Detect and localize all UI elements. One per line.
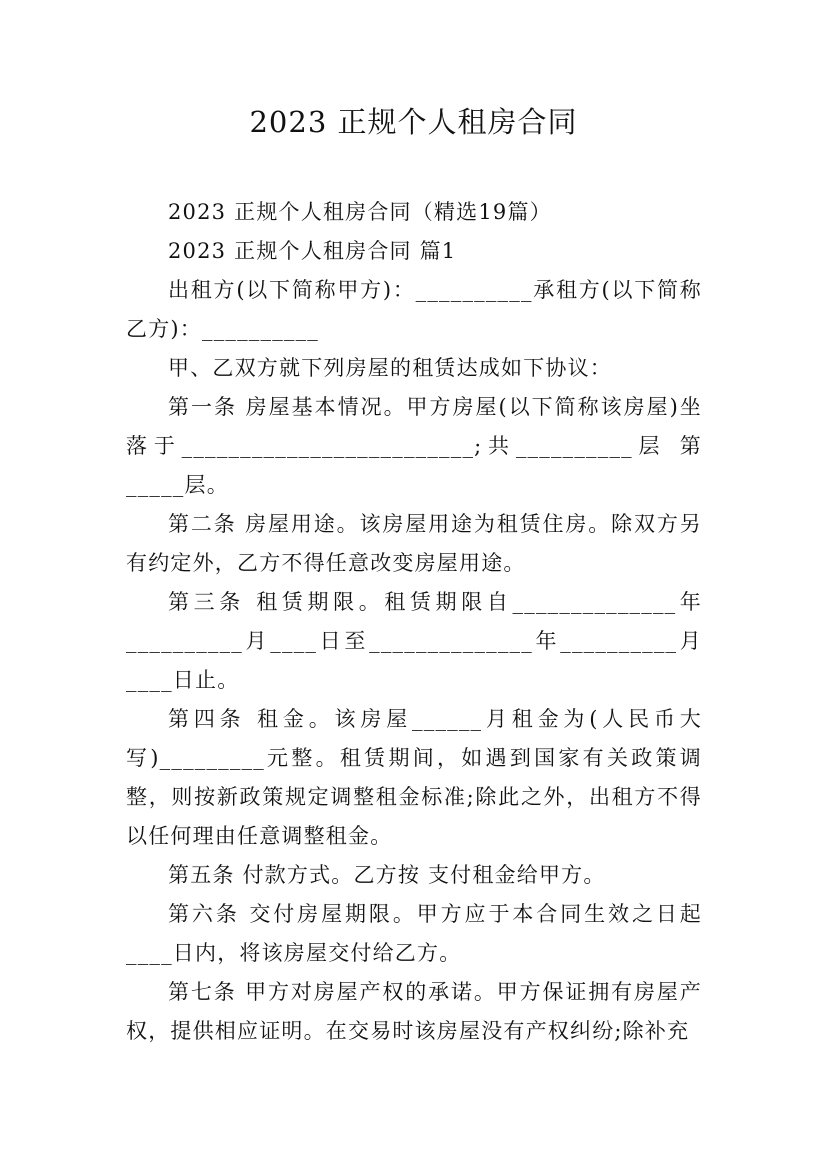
paragraph-article-6: 第六条 交付房屋期限。甲方应于本合同生效之日起____日内，将该房屋交付给乙方。 (126, 902, 702, 965)
paragraph-article-3: 第三条 租赁期限。租赁期限自______________年__________月____日至______________年__________月____日止。 (126, 590, 702, 692)
paragraph-article-7: 第七条 甲方对房屋产权的承诺。甲方保证拥有房屋产权，提供相应证明。在交易时该房屋没有产权纠纷;除补充 (126, 980, 702, 1043)
paragraph-article-4: 第四条 租金。该房屋______月租金为(人民币大写)_________元整。租赁期间，如遇到国家有关政策调整，则按新政策规定调整租金标准;除此之外，出租方不得以任何理由任意调整租金。 (126, 707, 702, 848)
document-title: 2023 正规个人租房合同 (249, 105, 578, 139)
document-body (126, 193, 702, 1051)
paragraph-agreement-intro: 甲、乙双方就下列房屋的租赁达成如下协议： (168, 356, 612, 380)
paragraph-article-1: 第一条 房屋基本情况。甲方房屋(以下简称该房屋)坐落于_________________________;共__________层 第_____层。 (126, 395, 702, 497)
paragraph-subtitle: 2023 正规个人租房合同（精选19篇） (168, 200, 552, 224)
paragraph-article-5: 第五条 付款方式。乙方按 支付租金给甲方。 (168, 863, 606, 887)
paragraph-article-2: 第二条 房屋用途。该房屋用途为租赁住房。除双方另有约定外，乙方不得任意改变房屋用途。 (126, 512, 702, 575)
paragraph-parties: 出租方(以下简称甲方)：__________承租方(以下简称乙方)：__________ (126, 278, 702, 341)
paragraph-section-heading: 2023 正规个人租房合同 篇1 (168, 239, 457, 263)
